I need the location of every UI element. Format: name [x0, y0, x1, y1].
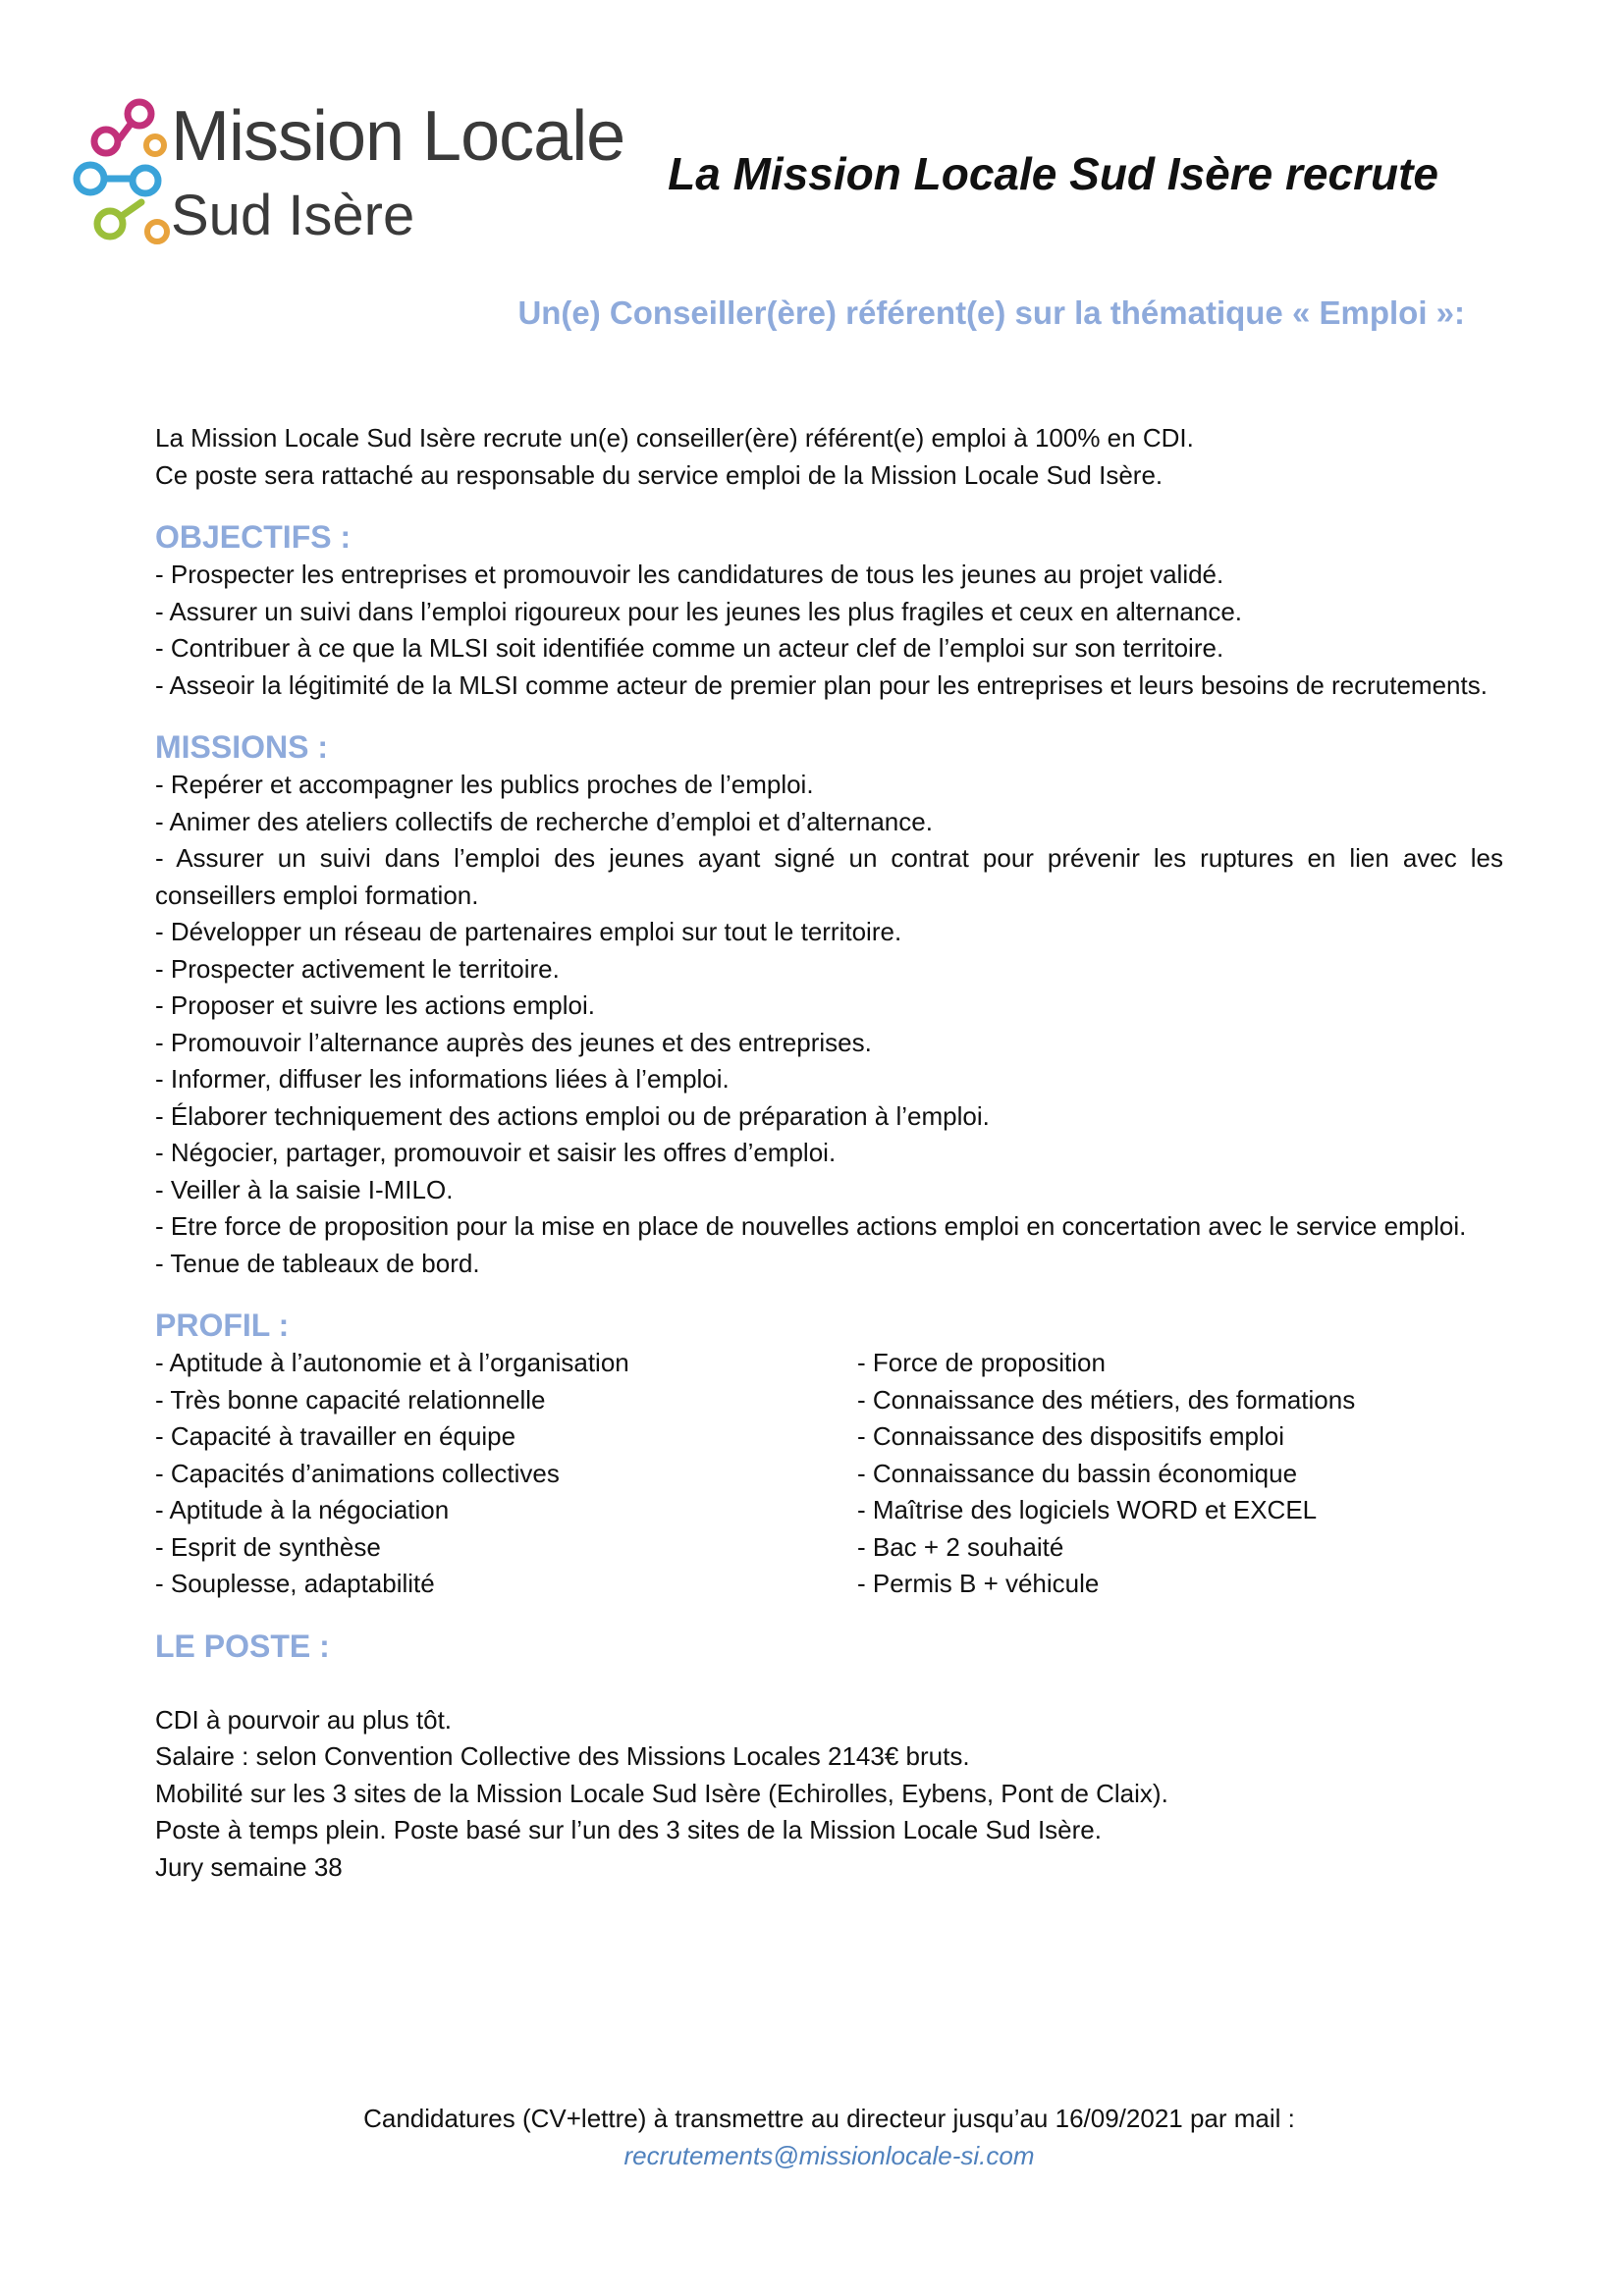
list-item: - Prospecter activement le territoire.: [155, 953, 560, 984]
poste-section: [155, 1627, 1503, 1887]
application-instructions: Candidatures (CV+lettre) à transmettre au directeur jusqu’au 16/09/2021 par mail :: [363, 2104, 1295, 2133]
job-description: [155, 420, 1503, 1886]
list-item: - Développer un réseau de partenaires emploi sur tout le territoire.: [155, 917, 902, 946]
list-item: - Aptitude à la négociation: [155, 1495, 450, 1524]
missions-list: [155, 767, 1503, 1282]
list-item: - Négocier, partager, promouvoir et saisir les offres d’emploi.: [155, 1138, 837, 1167]
list-item: - Maîtrise des logiciels WORD et EXCEL: [857, 1495, 1318, 1524]
section-title-objectifs: OBJECTIFS :: [155, 519, 352, 555]
missions-section: [155, 727, 1503, 1282]
section-title-poste: LE POSTE :: [155, 1628, 330, 1664]
list-item: - Assurer un suivi dans l’emploi rigoureux pour les jeunes les plus fragiles et ceux en alternance.: [155, 596, 1243, 626]
list-item: - Proposer et suivre les actions emploi.: [155, 990, 595, 1020]
objectifs-list: [155, 557, 1503, 704]
list-item: - Capacités d’animations collectives: [155, 1458, 560, 1488]
job-subtitle: Un(e) Conseiller(ère) référent(e) sur la thématique « Emploi »:: [517, 294, 1465, 331]
profil-columns: [155, 1345, 1503, 1603]
profil-list-right: [857, 1345, 1503, 1603]
list-item: - Bac + 2 souhaité: [857, 1531, 1064, 1562]
list-item: - Souplesse, adaptabilité: [155, 1569, 435, 1598]
contact-email-link[interactable]: recrutements@missionlocale-si.com: [623, 2140, 1035, 2170]
profil-list-left: [155, 1345, 857, 1603]
section-title-profil: PROFIL :: [155, 1308, 290, 1343]
list-item: - Promouvoir l’alternance auprès des jeunes et des entreprises.: [155, 1027, 872, 1057]
poste-line: CDI à pourvoir au plus tôt.: [155, 1704, 453, 1735]
list-item: - Etre force de proposition pour la mise en place de nouvelles actions emploi en concertation avec le service emploi.: [155, 1211, 1467, 1241]
list-item: - Capacité à travailler en équipe: [155, 1421, 516, 1451]
list-item: - Permis B + véhicule: [857, 1569, 1100, 1598]
poste-line: Jury semaine 38: [155, 1851, 343, 1882]
poste-line: Poste à temps plein. Poste basé sur l’un des 3 sites de la Mission Locale Sud Isère.: [155, 1815, 1102, 1844]
intro-line: La Mission Locale Sud Isère recrute un(e) conseiller(ère) référent(e) emploi à 100% en CDI.: [155, 423, 1194, 453]
list-item: - Force de proposition: [857, 1348, 1106, 1377]
list-item: - Assurer un suivi dans l’emploi des jeunes ayant signé un contrat pour prévenir les ruptures en lien avec les conseillers emploi formation.: [155, 843, 1503, 910]
poste-line: Salaire : selon Convention Collective des Missions Locales 2143€ bruts.: [155, 1741, 970, 1771]
section-title-missions: MISSIONS :: [155, 729, 329, 765]
list-item: - Très bonne capacité relationnelle: [155, 1384, 546, 1415]
list-item: - Élaborer techniquement des actions emploi ou de préparation à l’emploi.: [155, 1100, 990, 1131]
list-item: - Aptitude à l’autonomie et à l’organisation: [155, 1348, 629, 1377]
list-item: - Repérer et accompagner les publics proches de l’emploi.: [155, 770, 814, 799]
list-item: - Informer, diffuser les informations liées à l’emploi.: [155, 1064, 730, 1094]
intro: [155, 420, 1503, 494]
logo-text-sud-isere: Sud Isère: [171, 184, 415, 247]
list-item: - Connaissance des dispositifs emploi: [857, 1421, 1284, 1451]
list-item: - Contribuer à ce que la MLSI soit identifiée comme un acteur clef de l’emploi sur son territoire.: [155, 633, 1224, 663]
list-item: - Connaissance des métiers, des formations: [857, 1384, 1356, 1415]
list-item: - Veiller à la saisie I-MILO.: [155, 1174, 454, 1204]
profil-section: [155, 1306, 1503, 1603]
page-title: La Mission Locale Sud Isère recrute: [668, 148, 1438, 199]
poste-line: Mobilité sur les 3 sites de la Mission Locale Sud Isère (Echirolles, Eybens, Pont de Claix).: [155, 1778, 1168, 1808]
logo-text-mission-locale: Mission Locale: [171, 97, 625, 176]
list-item: - Prospecter les entreprises et promouvoir les candidatures de tous les jeunes au projet validé.: [155, 560, 1224, 589]
list-item: - Animer des ateliers collectifs de recherche d’emploi et d’alternance.: [155, 806, 933, 836]
list-item: - Esprit de synthèse: [155, 1531, 381, 1562]
list-item: - Connaissance du bassin économique: [857, 1458, 1298, 1488]
list-item: - Asseoir la légitimité de la MLSI comme acteur de premier plan pour les entreprises et leurs besoins de recrutements.: [155, 669, 1488, 700]
intro-line: Ce poste sera rattaché au responsable du service emploi de la Mission Locale Sud Isère.: [155, 459, 1164, 490]
objectifs-section: [155, 517, 1503, 704]
application-footer: [155, 2101, 1503, 2174]
list-item: - Tenue de tableaux de bord.: [155, 1248, 480, 1278]
